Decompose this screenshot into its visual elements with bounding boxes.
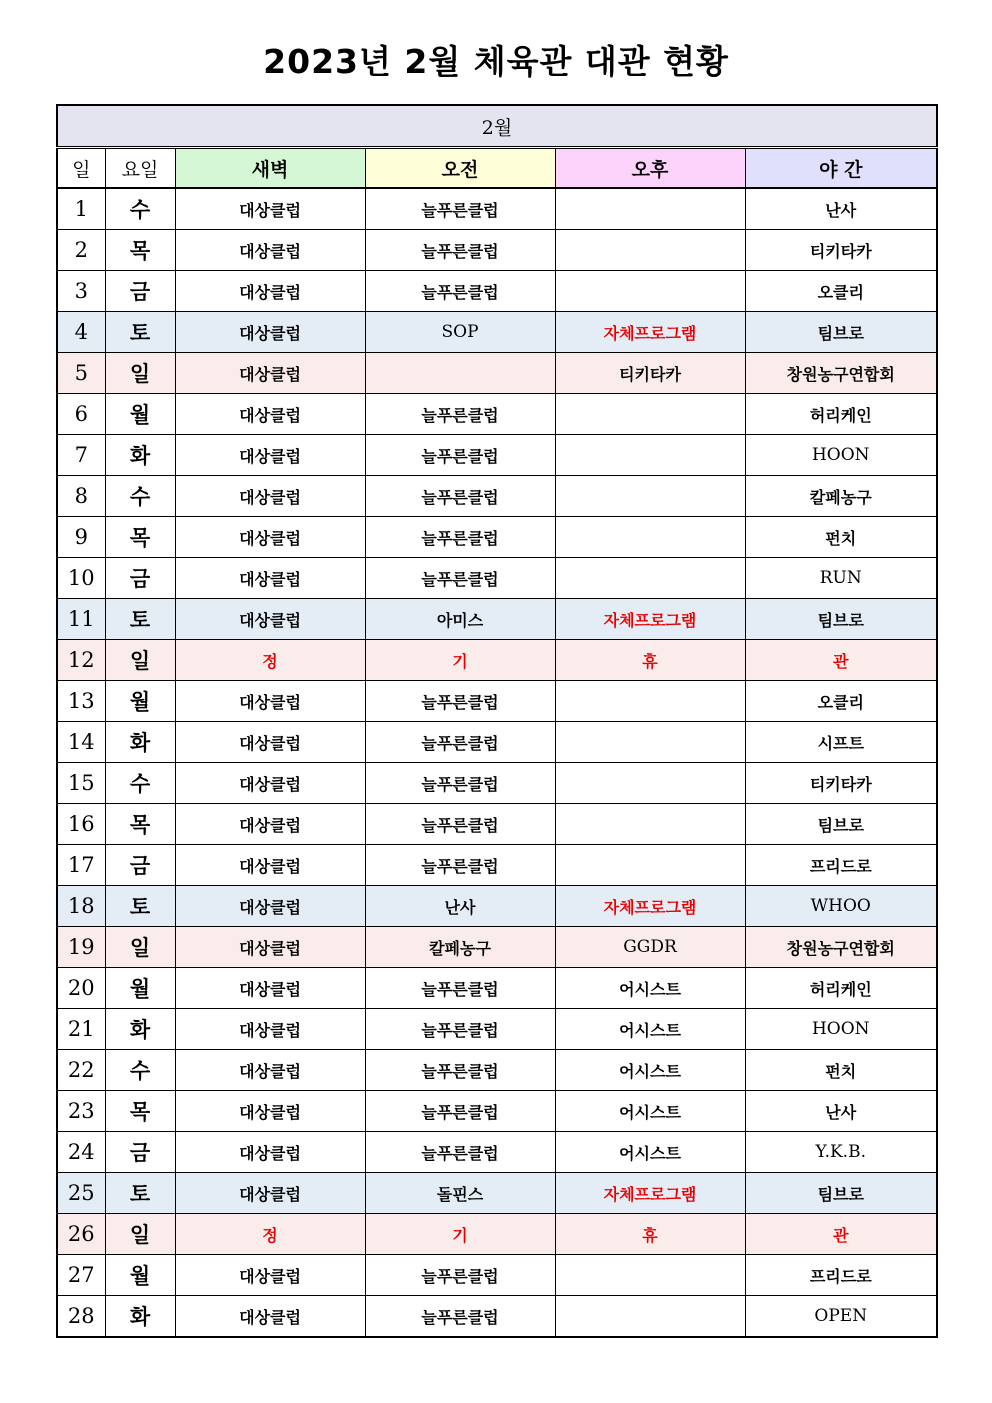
cell-afternoon: 자체프로그램 (555, 599, 745, 640)
cell-weekday: 목 (105, 1091, 175, 1132)
cell-weekday: 수 (105, 1050, 175, 1091)
table-row (57, 1173, 937, 1214)
cell-dawn: 대상클럽 (175, 599, 365, 640)
cell-afternoon: 휴 (555, 1214, 745, 1255)
cell-day: 22 (57, 1050, 105, 1091)
table-row (57, 271, 937, 312)
cell-day: 13 (57, 681, 105, 722)
cell-afternoon (555, 763, 745, 804)
table-row (57, 394, 937, 435)
cell-night: 팀브로 (745, 804, 937, 845)
cell-weekday: 일 (105, 1214, 175, 1255)
cell-morning: 기 (365, 640, 555, 681)
cell-afternoon (555, 804, 745, 845)
cell-day: 5 (57, 353, 105, 394)
cell-weekday: 화 (105, 1296, 175, 1338)
cell-dawn: 대상클럽 (175, 353, 365, 394)
cell-afternoon: 티키타카 (555, 353, 745, 394)
cell-weekday: 월 (105, 394, 175, 435)
table-row (57, 804, 937, 845)
cell-afternoon: 휴 (555, 640, 745, 681)
cell-day: 17 (57, 845, 105, 886)
cell-weekday: 목 (105, 230, 175, 271)
cell-weekday: 목 (105, 804, 175, 845)
cell-night: 창원농구연합회 (745, 927, 937, 968)
cell-dawn: 대상클럽 (175, 722, 365, 763)
cell-dawn: 대상클럽 (175, 1091, 365, 1132)
cell-day: 24 (57, 1132, 105, 1173)
cell-night: 펀치 (745, 517, 937, 558)
cell-afternoon: 어시스트 (555, 1050, 745, 1091)
cell-weekday: 수 (105, 188, 175, 230)
cell-morning: 늘푸른클럽 (365, 271, 555, 312)
table-row (57, 1255, 937, 1296)
cell-day: 20 (57, 968, 105, 1009)
cell-day: 15 (57, 763, 105, 804)
cell-day: 25 (57, 1173, 105, 1214)
cell-dawn: 대상클럽 (175, 394, 365, 435)
month-label: 2월 (57, 105, 937, 148)
table-row (57, 230, 937, 271)
cell-weekday: 화 (105, 435, 175, 476)
cell-dawn: 대상클럽 (175, 1009, 365, 1050)
cell-dawn: 대상클럽 (175, 681, 365, 722)
cell-night: 관 (745, 1214, 937, 1255)
cell-night: Y.K.B. (745, 1132, 937, 1173)
table-row (57, 1214, 937, 1255)
cell-afternoon: 자체프로그램 (555, 886, 745, 927)
table-row (57, 681, 937, 722)
cell-dawn: 대상클럽 (175, 804, 365, 845)
cell-dawn: 대상클럽 (175, 927, 365, 968)
cell-night: OPEN (745, 1296, 937, 1338)
cell-day: 4 (57, 312, 105, 353)
cell-afternoon: 어시스트 (555, 1132, 745, 1173)
cell-dawn: 정 (175, 640, 365, 681)
cell-morning: 늘푸른클럽 (365, 1050, 555, 1091)
cell-morning: 늘푸른클럽 (365, 722, 555, 763)
cell-weekday: 금 (105, 271, 175, 312)
cell-morning: 아미스 (365, 599, 555, 640)
table-row (57, 1091, 937, 1132)
cell-afternoon: 어시스트 (555, 968, 745, 1009)
cell-morning: 늘푸른클럽 (365, 230, 555, 271)
cell-morning: 늘푸른클럽 (365, 435, 555, 476)
cell-dawn: 정 (175, 1214, 365, 1255)
cell-weekday: 수 (105, 763, 175, 804)
cell-afternoon (555, 1255, 745, 1296)
cell-weekday: 토 (105, 312, 175, 353)
cell-night: 팀브로 (745, 312, 937, 353)
cell-morning: 칼페농구 (365, 927, 555, 968)
header-dawn: 새벽 (175, 148, 365, 189)
cell-dawn: 대상클럽 (175, 476, 365, 517)
table-row (57, 640, 937, 681)
cell-day: 23 (57, 1091, 105, 1132)
cell-morning: 늘푸른클럽 (365, 517, 555, 558)
cell-morning: 늘푸른클럽 (365, 804, 555, 845)
cell-afternoon (555, 1296, 745, 1338)
cell-night: 관 (745, 640, 937, 681)
cell-morning: 늘푸른클럽 (365, 968, 555, 1009)
cell-night: 티키타카 (745, 230, 937, 271)
table-row (57, 517, 937, 558)
cell-morning: 늘푸른클럽 (365, 476, 555, 517)
cell-dawn: 대상클럽 (175, 886, 365, 927)
cell-day: 14 (57, 722, 105, 763)
cell-weekday: 토 (105, 599, 175, 640)
header-weekday: 요일 (105, 148, 175, 189)
cell-night: 난사 (745, 188, 937, 230)
cell-afternoon: 어시스트 (555, 1009, 745, 1050)
table-row (57, 188, 937, 230)
table-row (57, 435, 937, 476)
table-row (57, 1296, 937, 1338)
table-row (57, 558, 937, 599)
cell-weekday: 토 (105, 886, 175, 927)
month-header-row (57, 105, 937, 148)
cell-night: 칼페농구 (745, 476, 937, 517)
cell-day: 8 (57, 476, 105, 517)
cell-day: 3 (57, 271, 105, 312)
table-row (57, 1050, 937, 1091)
header-morning: 오전 (365, 148, 555, 189)
cell-dawn: 대상클럽 (175, 435, 365, 476)
cell-night: 팀브로 (745, 599, 937, 640)
cell-weekday: 화 (105, 1009, 175, 1050)
cell-night: WHOO (745, 886, 937, 927)
cell-weekday: 수 (105, 476, 175, 517)
cell-dawn: 대상클럽 (175, 1173, 365, 1214)
cell-morning (365, 353, 555, 394)
cell-night: HOON (745, 435, 937, 476)
cell-afternoon (555, 558, 745, 599)
cell-dawn: 대상클럽 (175, 188, 365, 230)
cell-day: 2 (57, 230, 105, 271)
cell-morning: 늘푸른클럽 (365, 1132, 555, 1173)
table-row (57, 845, 937, 886)
cell-weekday: 금 (105, 1132, 175, 1173)
cell-weekday: 화 (105, 722, 175, 763)
cell-day: 21 (57, 1009, 105, 1050)
cell-afternoon (555, 681, 745, 722)
cell-dawn: 대상클럽 (175, 271, 365, 312)
cell-night: 창원농구연합회 (745, 353, 937, 394)
cell-afternoon: 자체프로그램 (555, 1173, 745, 1214)
cell-day: 11 (57, 599, 105, 640)
cell-weekday: 목 (105, 517, 175, 558)
cell-dawn: 대상클럽 (175, 1296, 365, 1338)
table-row (57, 886, 937, 927)
table-row (57, 1132, 937, 1173)
schedule-body (57, 188, 937, 1337)
cell-night: 티키타카 (745, 763, 937, 804)
cell-night: 팀브로 (745, 1173, 937, 1214)
cell-night: 허리케인 (745, 394, 937, 435)
cell-morning: SOP (365, 312, 555, 353)
cell-night: 허리케인 (745, 968, 937, 1009)
cell-afternoon (555, 271, 745, 312)
cell-dawn: 대상클럽 (175, 1132, 365, 1173)
cell-morning: 늘푸른클럽 (365, 1009, 555, 1050)
cell-day: 19 (57, 927, 105, 968)
rental-schedule-table (56, 104, 938, 1338)
table-row (57, 353, 937, 394)
cell-dawn: 대상클럽 (175, 1255, 365, 1296)
cell-day: 1 (57, 188, 105, 230)
cell-afternoon (555, 188, 745, 230)
table-row (57, 599, 937, 640)
cell-afternoon: 자체프로그램 (555, 312, 745, 353)
table-row (57, 1009, 937, 1050)
cell-night: 프리드로 (745, 845, 937, 886)
header-afternoon: 오후 (555, 148, 745, 189)
cell-morning: 늘푸른클럽 (365, 1091, 555, 1132)
cell-morning: 기 (365, 1214, 555, 1255)
cell-night: RUN (745, 558, 937, 599)
cell-weekday: 월 (105, 1255, 175, 1296)
table-row (57, 763, 937, 804)
cell-day: 16 (57, 804, 105, 845)
cell-day: 6 (57, 394, 105, 435)
cell-day: 28 (57, 1296, 105, 1338)
cell-night: 난사 (745, 1091, 937, 1132)
table-row (57, 927, 937, 968)
cell-morning: 늘푸른클럽 (365, 188, 555, 230)
cell-day: 18 (57, 886, 105, 927)
cell-day: 7 (57, 435, 105, 476)
cell-afternoon (555, 435, 745, 476)
cell-night: 프리드로 (745, 1255, 937, 1296)
cell-weekday: 일 (105, 353, 175, 394)
cell-dawn: 대상클럽 (175, 312, 365, 353)
cell-night: HOON (745, 1009, 937, 1050)
cell-night: 펀치 (745, 1050, 937, 1091)
cell-weekday: 일 (105, 640, 175, 681)
cell-dawn: 대상클럽 (175, 968, 365, 1009)
header-day: 일 (57, 148, 105, 189)
cell-morning: 늘푸른클럽 (365, 1255, 555, 1296)
cell-afternoon (555, 722, 745, 763)
page-title: 2023년 2월 체육관 대관 현황 (263, 42, 729, 81)
header-night: 야 간 (745, 148, 937, 189)
cell-afternoon: 어시스트 (555, 1091, 745, 1132)
cell-night: 시프트 (745, 722, 937, 763)
column-header-row (57, 148, 937, 189)
cell-morning: 늘푸른클럽 (365, 558, 555, 599)
cell-night: 오클리 (745, 271, 937, 312)
cell-weekday: 금 (105, 845, 175, 886)
cell-weekday: 월 (105, 681, 175, 722)
cell-day: 27 (57, 1255, 105, 1296)
table-row (57, 722, 937, 763)
cell-morning: 늘푸른클럽 (365, 845, 555, 886)
cell-morning: 늘푸른클럽 (365, 1296, 555, 1338)
cell-dawn: 대상클럽 (175, 558, 365, 599)
cell-afternoon: GGDR (555, 927, 745, 968)
cell-morning: 난사 (365, 886, 555, 927)
cell-morning: 돌핀스 (365, 1173, 555, 1214)
table-row (57, 476, 937, 517)
cell-afternoon (555, 476, 745, 517)
cell-night: 오클리 (745, 681, 937, 722)
cell-dawn: 대상클럽 (175, 230, 365, 271)
cell-dawn: 대상클럽 (175, 1050, 365, 1091)
cell-afternoon (555, 394, 745, 435)
cell-afternoon (555, 230, 745, 271)
cell-day: 12 (57, 640, 105, 681)
cell-day: 10 (57, 558, 105, 599)
cell-dawn: 대상클럽 (175, 517, 365, 558)
cell-dawn: 대상클럽 (175, 763, 365, 804)
cell-dawn: 대상클럽 (175, 845, 365, 886)
table-row (57, 312, 937, 353)
cell-morning: 늘푸른클럽 (365, 681, 555, 722)
cell-afternoon (555, 845, 745, 886)
cell-morning: 늘푸른클럽 (365, 394, 555, 435)
cell-day: 26 (57, 1214, 105, 1255)
cell-weekday: 월 (105, 968, 175, 1009)
cell-weekday: 일 (105, 927, 175, 968)
cell-morning: 늘푸른클럽 (365, 763, 555, 804)
cell-day: 9 (57, 517, 105, 558)
cell-weekday: 토 (105, 1173, 175, 1214)
cell-afternoon (555, 517, 745, 558)
table-row (57, 968, 937, 1009)
cell-weekday: 금 (105, 558, 175, 599)
